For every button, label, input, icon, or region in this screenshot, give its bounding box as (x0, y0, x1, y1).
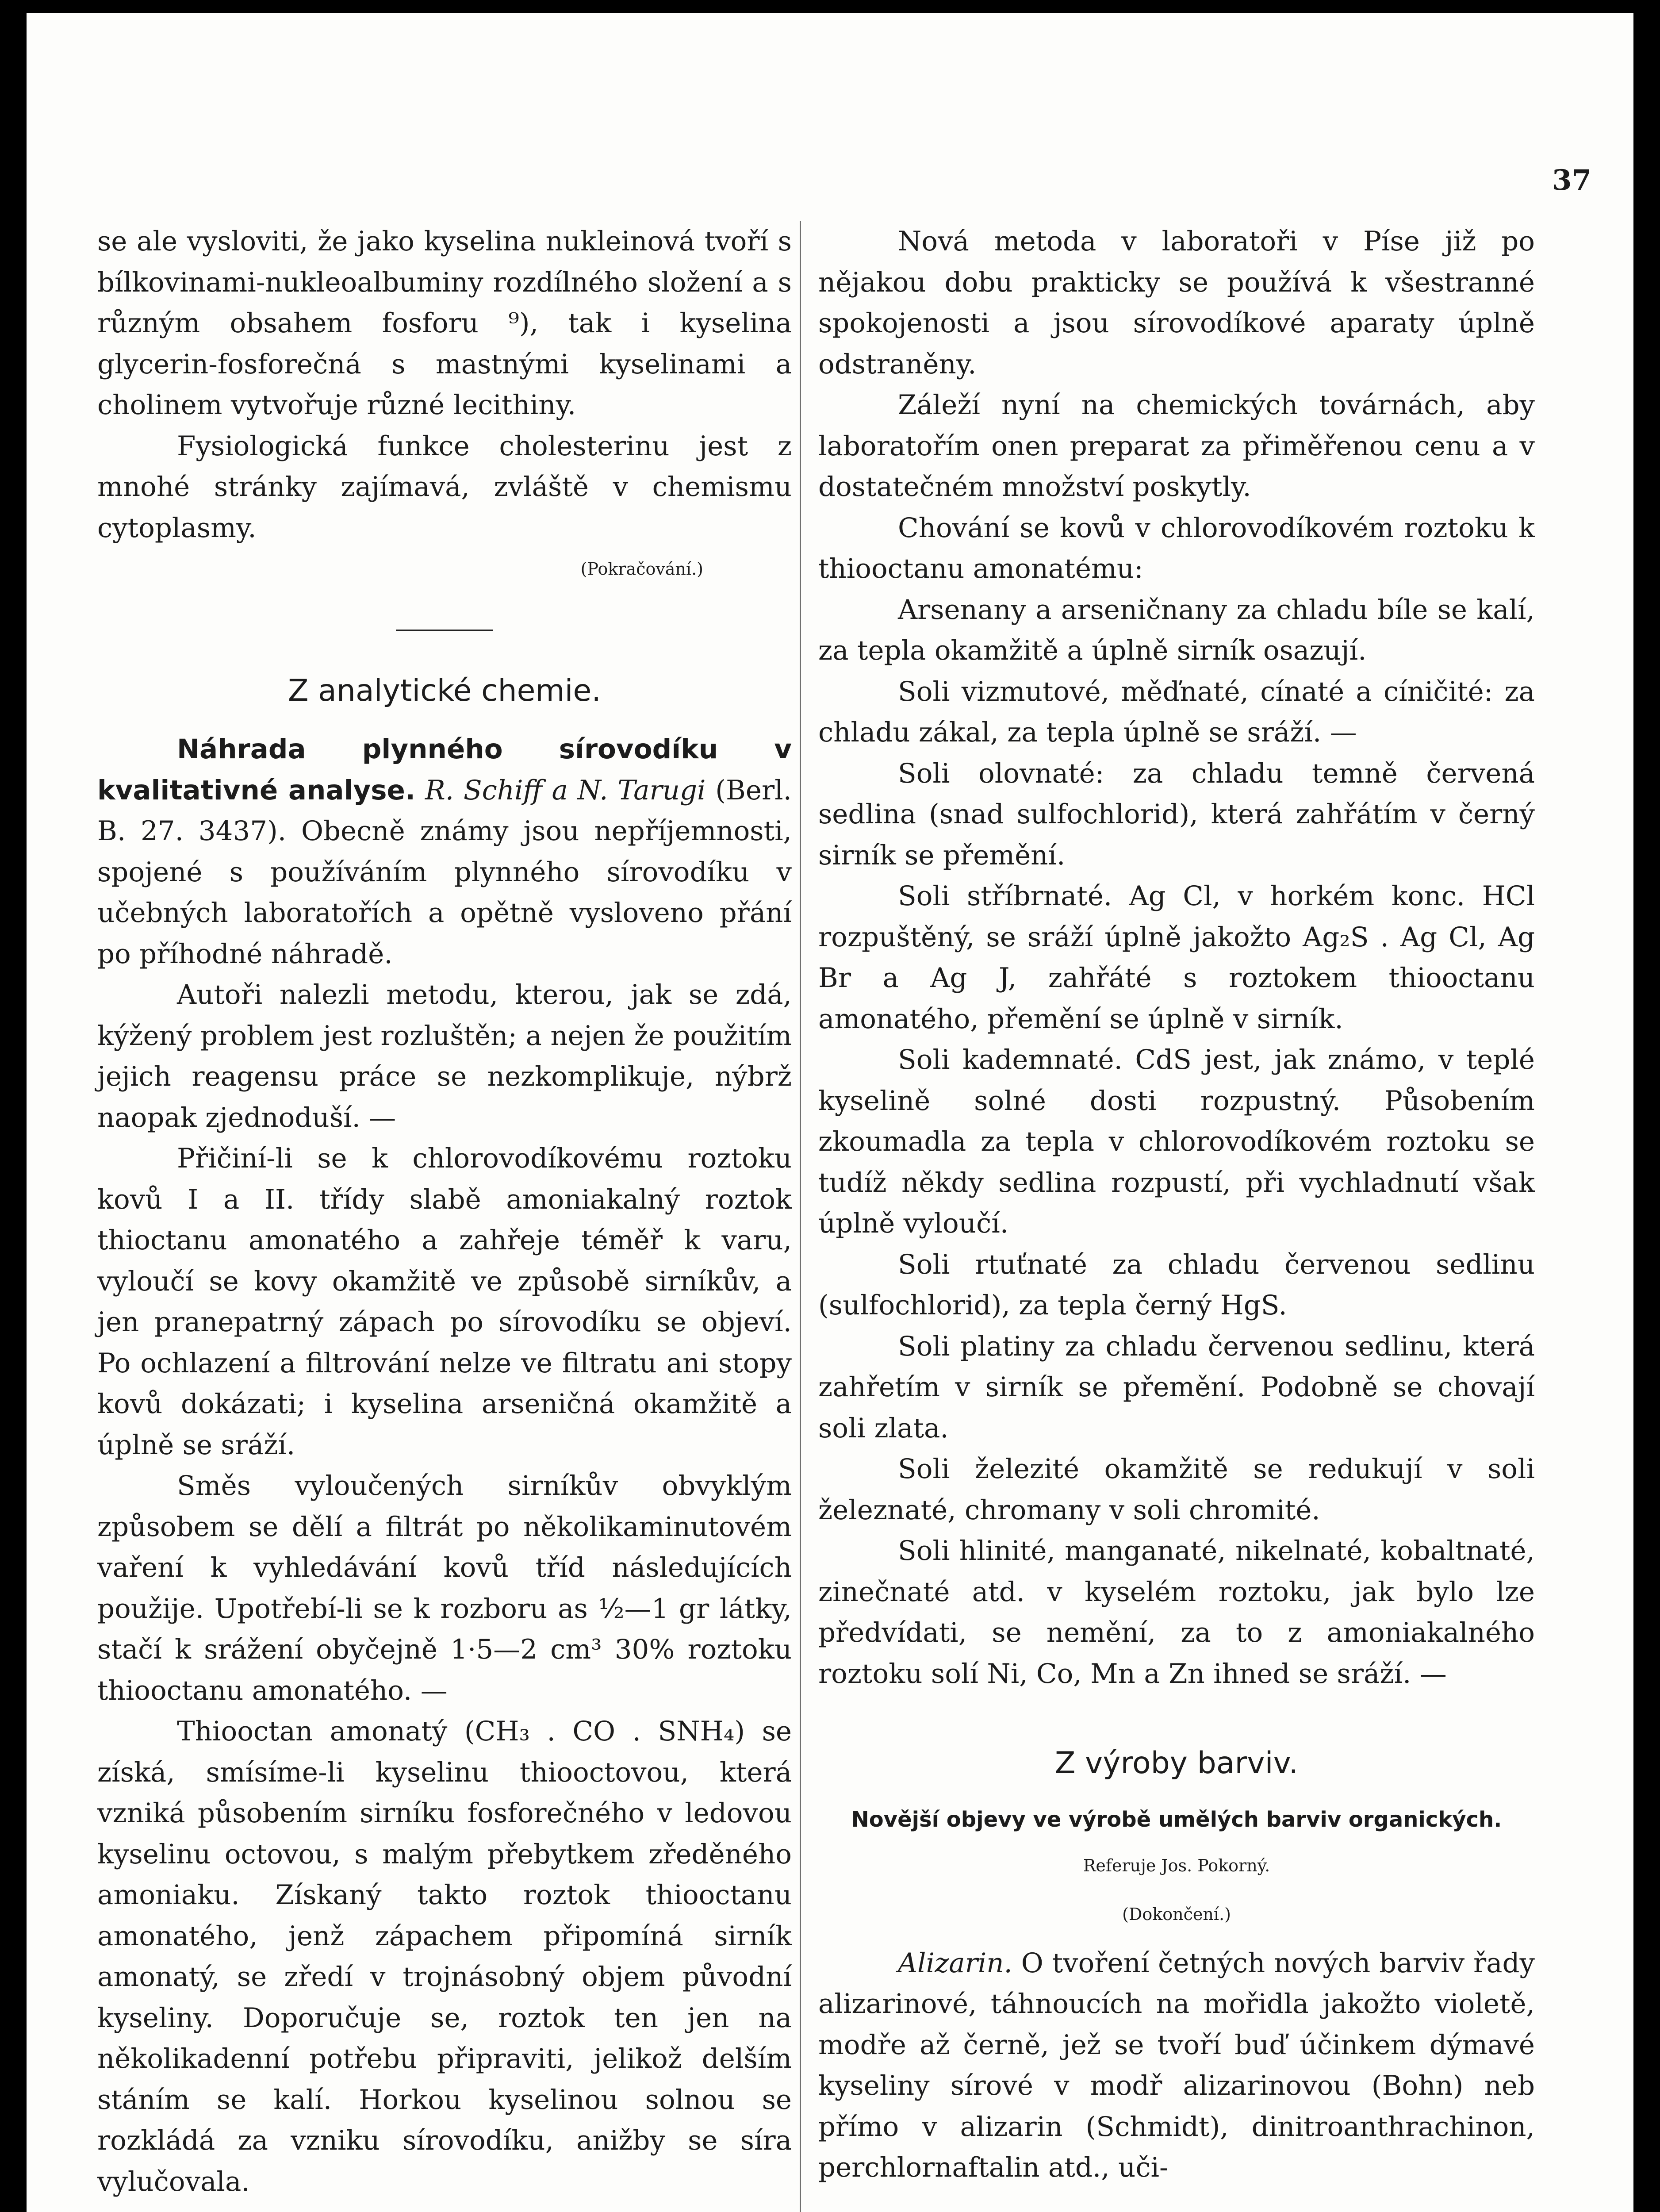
paragraph: Soli kademnaté. CdS jest, jak známo, v teplé kyselině solné dosti rozpustný. Působením zkoumadla za tepla v chlorovodíkovém roztoku se tudíž někdy sedlina rozpustí, při vychladnutí však úplně vyloučí. (818, 1044, 1535, 1239)
paragraph: Záleží nyní na chemických továrnách, aby laboratořím onen preparat za přiměřenou cenu a v dostatečném množství poskytly. (818, 389, 1535, 503)
referee-line: Referuje Jos. Pokorný. (1083, 1855, 1270, 1875)
concluded-note: (Dokončení.) (1122, 1905, 1231, 1924)
section-heading: Z výroby barviv. (1054, 1746, 1299, 1781)
paragraph: Soli vizmutové, měďnaté, cínaté a cíničité: za chladu zákal, za tepla úplně se sráží. — (818, 676, 1535, 748)
article-authors: R. Schiff a N. Tarugi (425, 774, 706, 806)
article-title: Novější objevy ve výrobě umělých barviv organických. (851, 1807, 1502, 1832)
right-column (818, 221, 1535, 2189)
paragraph: Soli platiny za chladu červenou sedlinu, která zahřetím v sirník se přemění. Podobně se chovají soli zlata. (818, 1330, 1535, 1444)
paragraph: Fysiologická funkce cholesterinu jest z mnohé stránky zajímavá, zvláště v chemismu cytoplasmy. (97, 430, 792, 544)
paragraph: Chování se kovů v chlorovodíkovém roztoku k thiooctanu amonatému: (818, 512, 1535, 584)
page-number: 37 (1552, 164, 1591, 197)
article-paragraph (818, 1943, 1535, 2189)
article-title: Náhrada plynného sírovodíku v kvalitativné analyse. (97, 733, 792, 806)
article-header (97, 729, 792, 975)
paragraph: Směs vyloučených sirníkův obvyklým způsobem se dělí a filtrát po několikaminutovém vaření k vyhledávání kovů tříd následujících použije. Upotřebí-li se k rozboru as ½—1 gr látky, stačí k srážení obyčejně 1·5—2 cm³ 30% roztoku thiooctanu amonatého. — (97, 1470, 792, 1706)
paragraph: Soli rtuťnaté za chladu červenou sedlinu (sulfochlorid), za tepla černý HgS. (818, 1248, 1535, 1321)
paragraph: Soli hlinité, manganaté, nikelnaté, kobaltnaté, zinečnaté atd. v kyselém roztoku, jak bylo lze předvídati, se nemění, za to z amoniakalného roztoku solí Ni, Co, Mn a Zn ihned se sráží. — (818, 1535, 1535, 1690)
paragraph: se ale vysloviti, že jako kyselina nukleinová tvoří s bílkovinami-nukleoalbuminy rozdílného složení a s různým obsahem fosforu ⁹), tak i kyselina glycerin-fosforečná s mastnými kyselinami a cholinem vytvořuje různé lecithiny. (97, 226, 792, 421)
paragraph: Soli železité okamžitě se redukují v soli železnaté, chromany v soli chromité. (818, 1453, 1535, 1526)
paragraph: Obecně známy jsou nepříjemnosti, spojené s používáním plynného sírovodíku v učebných laboratořích a opětně vysloveno přání po příhodné náhradě. (97, 815, 792, 970)
article-reference: (Berl. B. 27. 3437). (97, 774, 792, 847)
lead-term: Alizarin. (898, 1947, 1012, 1979)
column-divider (800, 221, 801, 2212)
section-heading: Z analytické chemie. (288, 673, 602, 708)
left-column (97, 221, 792, 2212)
paragraph: Přičiní-li se k chlorovodíkovému roztoku kovů I a II. třídy slabě amoniakalný roztok thioctanu amonatého a zahřeje téměř k varu, vyloučí se kovy okamžitě ve způsobě sirníkův, a jen pranepatrný zápach po sírovodíku se objeví. Po ochlazení a filtrování nelze ve filtratu ani stopy kovů dokázati; i kyselina arseničná okamžitě a úplně se sráží. (97, 1143, 792, 1461)
paragraph: Soli olovnaté: za chladu temně červená sedlina (snad sulfochlorid), která zahřátím v černý sirník se přemění. (818, 757, 1535, 871)
paragraph: Thiooctan amonatý (CH₃ . CO . SNH₄) se získá, smísíme-li kyselinu thiooctovou, která vzniká působením sirníku fosforečného v ledovou kyselinu octovou, s malým přebytkem zředěného amoniaku. Získaný takto roztok thiooctanu amonatého, jenž zápachem připomíná sirník amonatý, se zředí v trojnásobný objem původní kyseliny. Doporučuje se, roztok ten jen na několikadenní potřebu připraviti, jelikož delším stáním se kalí. Horkou kyselinou solnou se rozkládá za vzniku sírovodíku, anižby se síra vylučovala. (97, 1716, 792, 2197)
paragraph: Soli stříbrnaté. Ag Cl, v horkém konc. HCl rozpuštěný, se sráží úplně jakožto Ag₂S . Ag Cl, Ag Br a Ag J, zahřáté s roztokem thiooctanu amonatého, přemění se úplně v sirník. (818, 880, 1535, 1035)
journal-page (27, 13, 1633, 2212)
paragraph: Arsenany a arseničnany za chladu bíle se kalí, za tepla okamžitě a úplně sirník osazují. (818, 594, 1535, 666)
paragraph: O tvoření četných nových barviv řady alizarinové, táhnoucích na mořidla jakožto violetě, modře až černě, jež se tvoří buď účinkem dýmavé kyseliny sírové v modř alizarinovou (Bohn) neb přímo v alizarin (Schmidt), dinitroanthrachinon, perchlornaftalin atd., uči- (818, 1947, 1535, 2183)
paragraph: Autoři nalezli metodu, kterou, jak se zdá, kýžený problem jest rozluštěn; a nejen že použitím jejich reagensu práce se nezkomplikuje, nýbrž naopak zjednoduší. — (97, 979, 792, 1133)
paragraph: Nová metoda v laboratoři v Píse již po nějakou dobu prakticky se používá k všestranné spokojenosti a jsou sírovodíkové aparaty úplně odstraněny. (818, 226, 1535, 380)
section-divider (396, 630, 493, 631)
continued-note: (Pokračování.) (580, 559, 703, 579)
